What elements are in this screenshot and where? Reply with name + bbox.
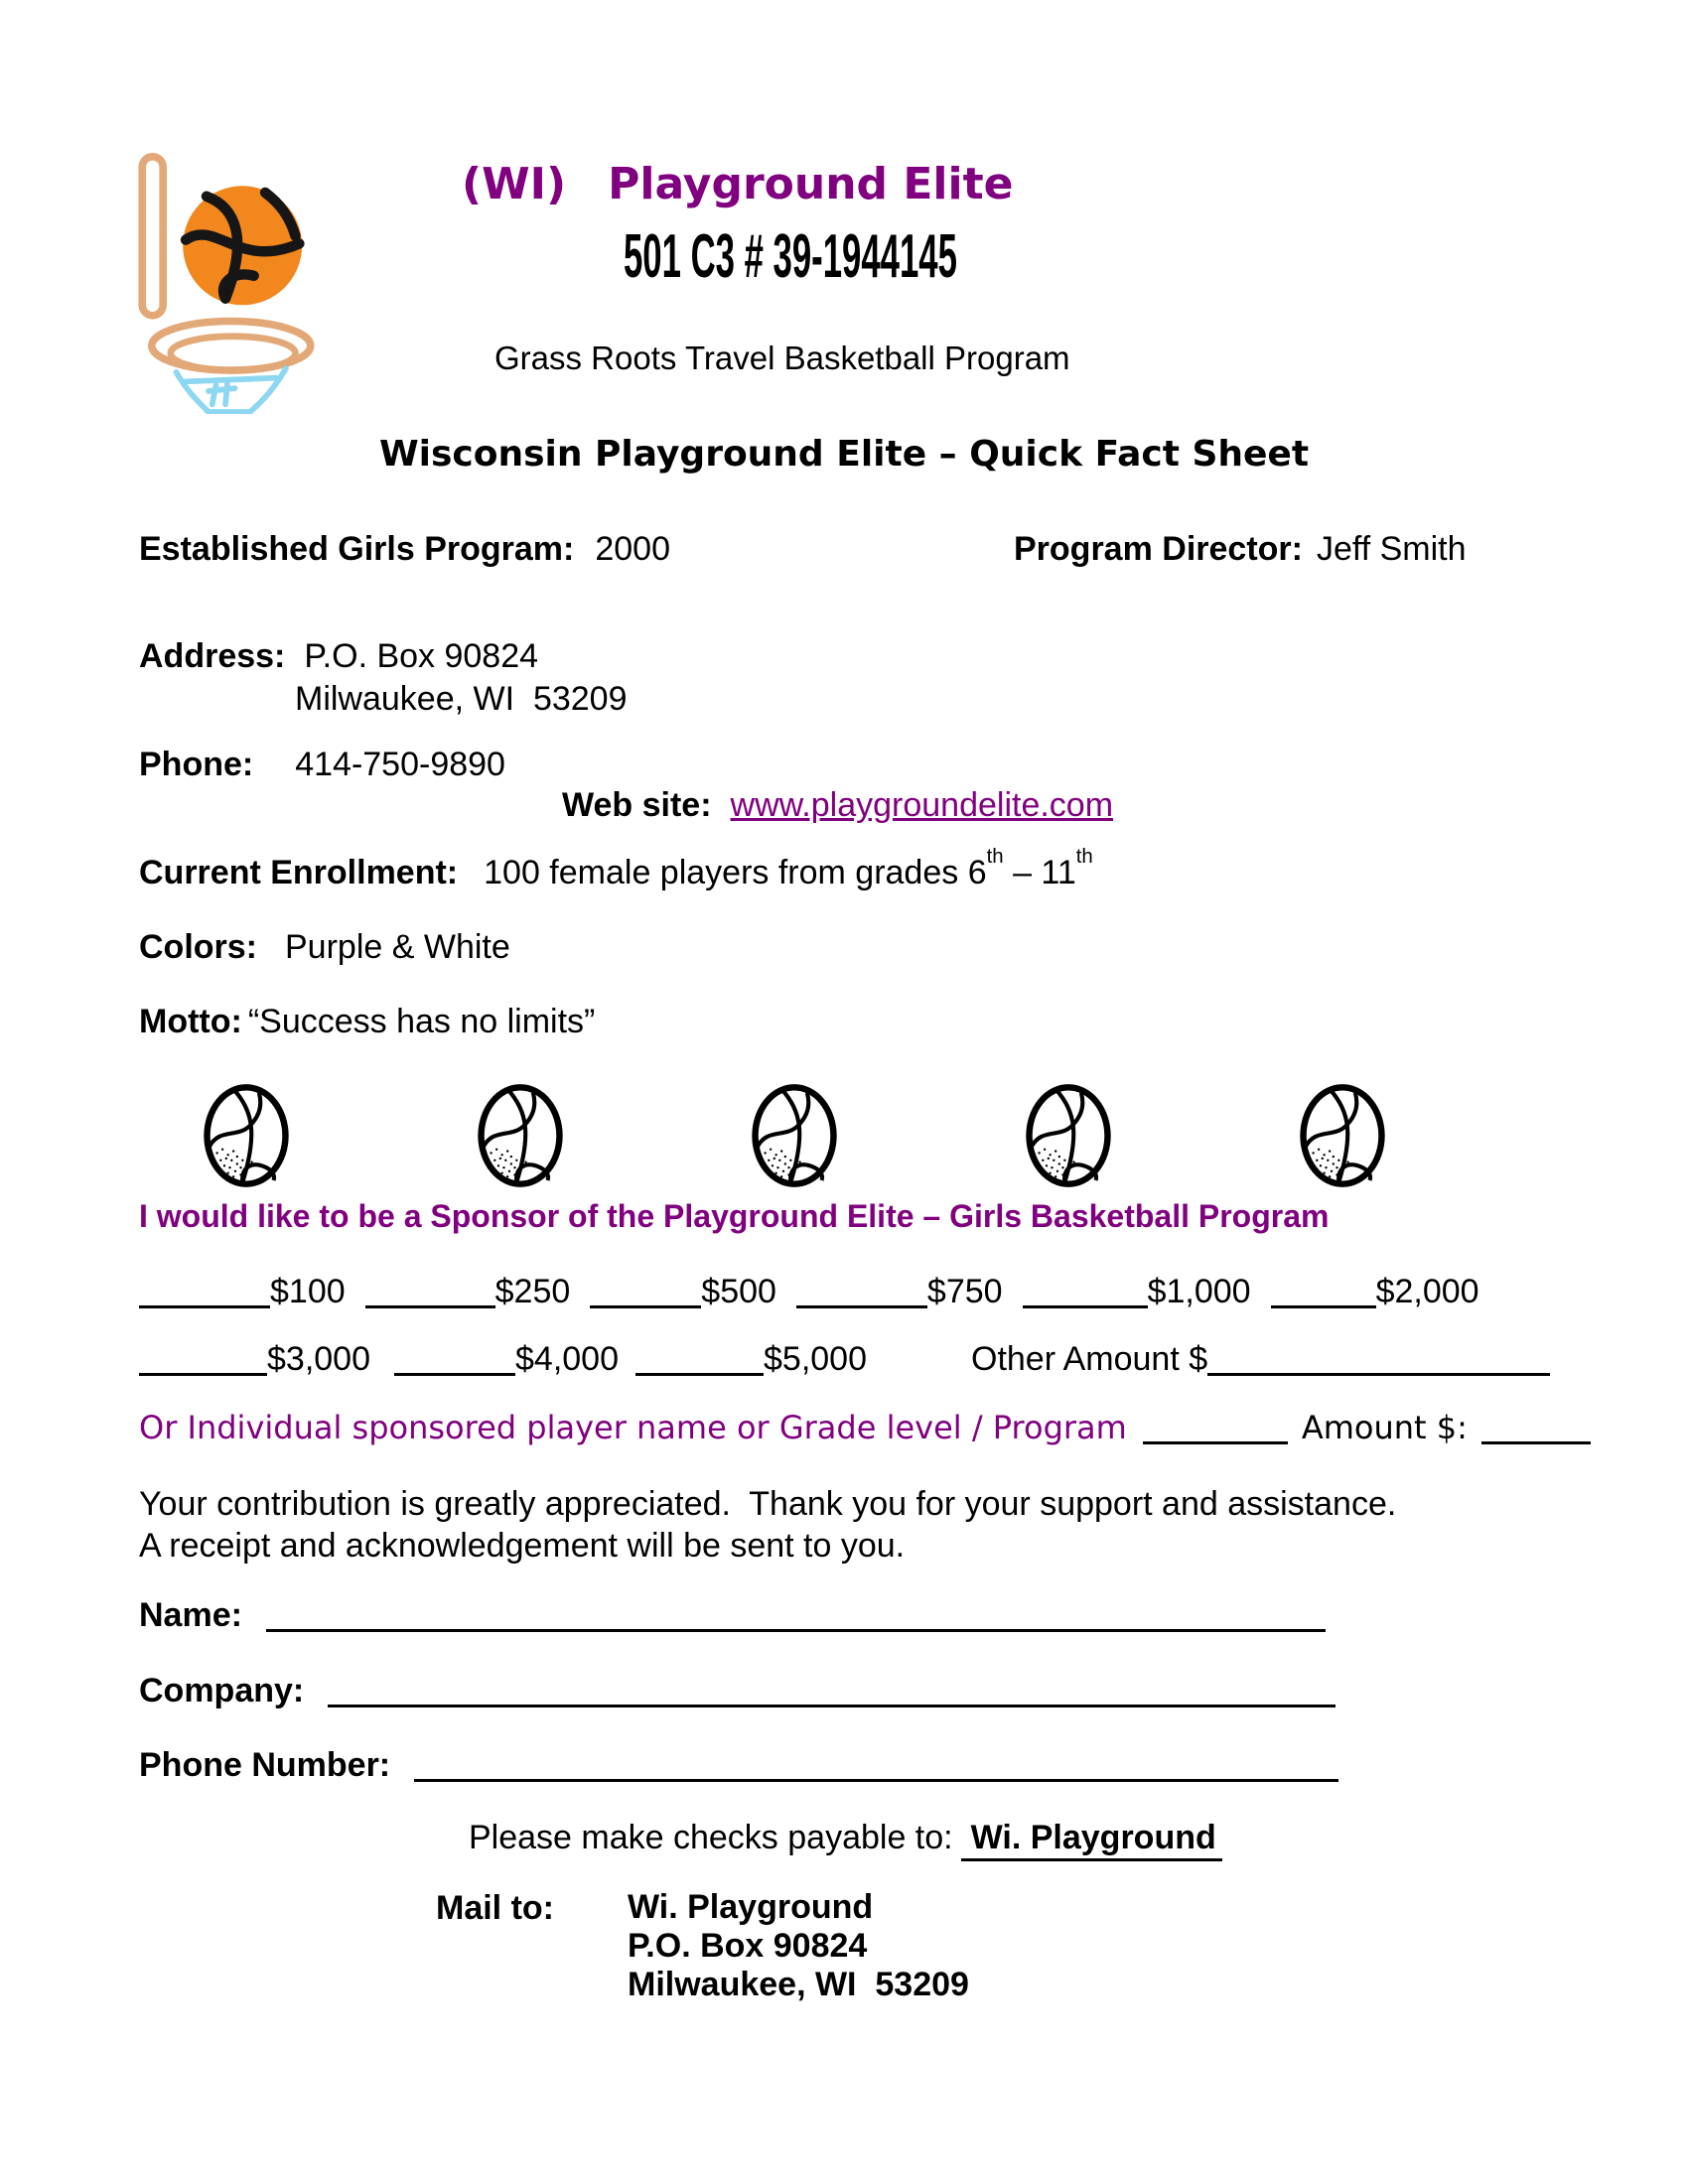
individual-amount-blank <box>1481 1441 1591 1444</box>
fact-colors <box>139 927 510 968</box>
amount-option: $500 <box>701 1273 776 1310</box>
checks-payable-label: Please make checks payable to: <box>469 1819 953 1856</box>
amount-blank <box>139 1373 267 1376</box>
enrollment-label: Current Enrollment: <box>139 854 459 891</box>
amount-option: $4,000 <box>515 1340 619 1378</box>
amount-options-row-1 <box>139 1272 1479 1312</box>
amount-blank <box>1271 1305 1376 1308</box>
colors-value: Purple & White <box>285 928 510 966</box>
thanks-line-2: A receipt and acknowledgement will be sent to you. <box>139 1527 906 1565</box>
other-amount-label: Other Amount $ <box>971 1340 1208 1378</box>
fact-website <box>562 785 1113 826</box>
fact-established <box>139 529 670 570</box>
amount-option: $5,000 <box>764 1340 867 1378</box>
basketball-icon <box>1021 1080 1116 1191</box>
phone-number-label: Phone Number: <box>139 1746 391 1784</box>
amount-option: $750 <box>926 1273 1003 1310</box>
enrollment-value: 100 female players from grades 6th – 11th <box>484 845 1093 891</box>
mail-address-block <box>628 1888 969 2004</box>
phone-number-line <box>414 1745 1338 1782</box>
motto-label: Motto: <box>139 1003 242 1040</box>
website-link[interactable]: www.playgroundelite.com <box>730 786 1114 824</box>
director-value: Jeff Smith <box>1316 530 1467 568</box>
tax-id-line <box>624 220 1219 294</box>
basketball-icon <box>199 1080 294 1191</box>
amount-option: $2,000 <box>1375 1273 1479 1310</box>
established-value: 2000 <box>595 530 670 568</box>
company-label: Company: <box>139 1672 305 1709</box>
basketball-hoop-logo-icon <box>127 149 326 414</box>
individual-sponsor-line <box>139 1409 1591 1446</box>
thanks-line-1: Your contribution is greatly appreciated. Thank you for your support and assistance. <box>139 1485 1397 1523</box>
basketball-icon <box>473 1080 568 1191</box>
address-line1: P.O. Box 90824 <box>304 637 539 675</box>
company-line <box>328 1671 1336 1707</box>
sponsor-headline: I would like to be a Sponsor of the Playground Elite – Girls Basketball Program <box>139 1198 1330 1234</box>
org-name: Playground Elite <box>608 159 1014 209</box>
phone-number-row <box>139 1745 1338 1786</box>
thanks-block <box>139 1483 1396 1567</box>
phone-value: 414-750-9890 <box>295 746 505 783</box>
address-label: Address: <box>139 637 286 675</box>
amount-blank <box>394 1373 515 1376</box>
mail-name: Wi. Playground <box>628 1888 874 1926</box>
other-amount-blank <box>1207 1373 1550 1376</box>
amount-option: $1,000 <box>1147 1273 1251 1310</box>
amount-option: $250 <box>494 1273 571 1310</box>
amount-blank <box>590 1305 701 1308</box>
amount-blank <box>796 1305 927 1308</box>
amount-option: $3,000 <box>267 1340 370 1378</box>
name-row <box>139 1595 1326 1636</box>
individual-sponsor-text: Or Individual sponsored player name or Grade level / Program <box>139 1409 1127 1446</box>
org-title-line <box>462 159 1013 211</box>
fact-address <box>139 636 628 720</box>
name-label: Name: <box>139 1596 242 1634</box>
checks-payable-line <box>469 1818 1222 1858</box>
established-label: Established Girls Program: <box>139 530 575 568</box>
mail-line-1: P.O. Box 90824 <box>628 1927 868 1966</box>
amount-blank <box>365 1305 495 1308</box>
amount-blank <box>1023 1305 1148 1308</box>
fact-director <box>1014 529 1467 570</box>
mail-to-label: Mail to: <box>436 1889 554 1927</box>
mail-line-2: Milwaukee, WI 53209 <box>628 1966 969 2004</box>
amount-blank <box>139 1305 270 1308</box>
name-line <box>266 1595 1326 1632</box>
director-label: Program Director: <box>1014 530 1303 568</box>
basketball-icon <box>1295 1080 1390 1191</box>
amount-blank <box>635 1373 764 1376</box>
fact-enrollment <box>139 845 1093 893</box>
phone-label: Phone: <box>139 746 254 783</box>
amount-options-row-2 <box>139 1339 1550 1380</box>
fact-phone <box>139 745 505 785</box>
individual-name-blank <box>1143 1441 1288 1444</box>
company-row <box>139 1671 1336 1711</box>
org-prefix: (WI) <box>462 159 567 209</box>
website-label: Web site: <box>562 786 712 824</box>
page-title: Wisconsin Playground Elite – Quick Fact Sheet <box>378 434 1310 475</box>
colors-label: Colors: <box>139 928 257 966</box>
tax-id-text: 501 C3 # 39-1944145 <box>624 222 957 291</box>
checks-payee: Wi. Playground <box>961 1819 1222 1861</box>
amount-option: $100 <box>270 1273 346 1310</box>
individual-amount-label: Amount $: <box>1301 1409 1468 1446</box>
address-line2: Milwaukee, WI 53209 <box>295 679 628 718</box>
basketball-icon <box>747 1080 842 1191</box>
program-subtitle: Grass Roots Travel Basketball Program <box>494 340 1070 376</box>
motto-value: “Success has no limits” <box>247 1003 596 1040</box>
fact-motto <box>139 1002 595 1042</box>
